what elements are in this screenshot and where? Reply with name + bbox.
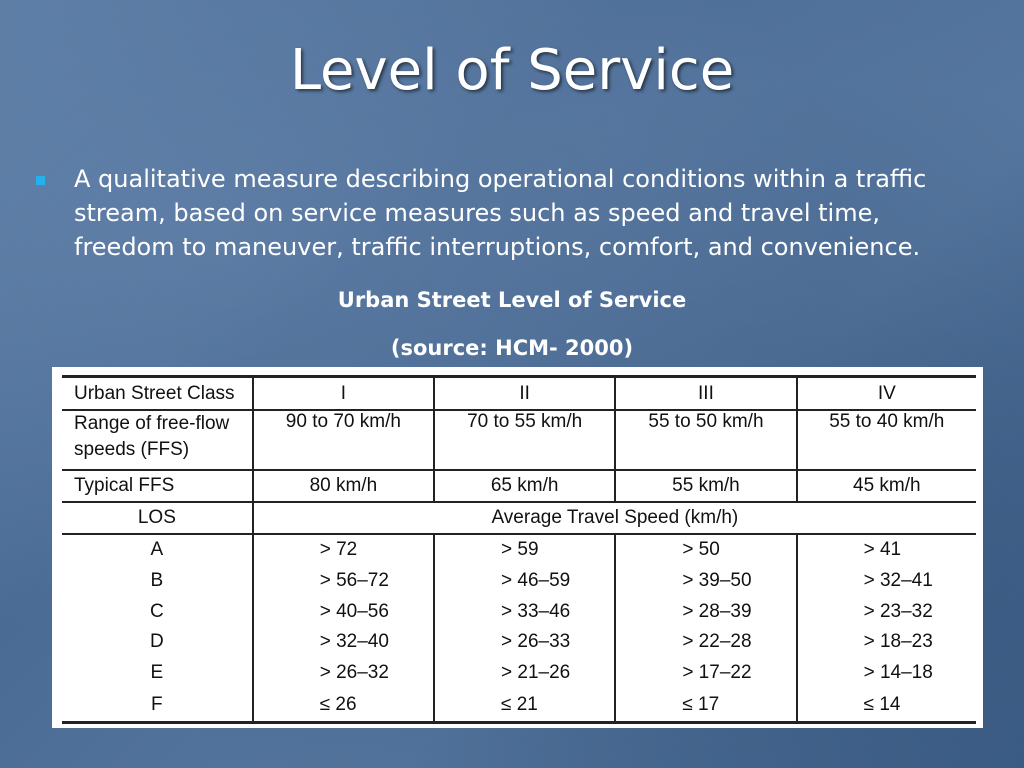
ffs-range-cell: 90 to 70 km/h — [253, 410, 434, 470]
los-header-row — [62, 502, 976, 534]
table-header-row — [62, 377, 976, 411]
typical-ffs-row — [62, 470, 976, 502]
los-grade-cell: A — [62, 534, 253, 566]
bullet-text: A qualitative measure describing operational conditions within a traffic stream, based on service measures such as speed and travel time, freedom to maneuver, traffic interruptions, comfort, and convenience. — [74, 165, 927, 261]
speed-cell: > 23–32 — [863, 600, 933, 622]
speed-cell: ≤ 17 — [615, 688, 796, 723]
class-label-cell: Urban Street Class — [62, 377, 253, 411]
table-row — [62, 596, 976, 627]
speed-cell: ≤ 26 — [253, 688, 434, 723]
class-header-cell: I — [253, 377, 434, 411]
typical-ffs-label: Typical FFS — [62, 470, 253, 502]
ffs-range-cell: 55 to 50 km/h — [615, 410, 796, 470]
speed-cell: > 72 — [253, 534, 434, 566]
speed-cell: > 41 — [863, 539, 902, 561]
speed-cell: > 32–40 — [253, 627, 434, 658]
speed-cell: > 26–32 — [253, 658, 434, 689]
table-row — [62, 627, 976, 658]
speed-cell: > 18–23 — [863, 631, 933, 653]
ffs-range-cell: 70 to 55 km/h — [434, 410, 615, 470]
class-header-cell: III — [615, 377, 796, 411]
speed-cell: > 59 — [434, 534, 615, 566]
typical-ffs-cell: 55 km/h — [615, 470, 796, 502]
los-grade-cell: B — [62, 566, 253, 597]
table-row — [62, 658, 976, 689]
speed-cell: > 21–26 — [434, 658, 615, 689]
los-table-image — [52, 367, 983, 728]
speed-cell: > 26–33 — [434, 627, 615, 658]
ffs-label-line: speeds (FFS) — [74, 439, 190, 460]
table-row — [62, 534, 976, 566]
table-row — [62, 688, 976, 723]
class-header-cell: II — [434, 377, 615, 411]
speed-cell: > 32–41 — [863, 570, 933, 592]
square-bullet-icon — [36, 176, 45, 185]
speed-cell: > 14–18 — [863, 662, 933, 684]
table-heading: Urban Street Level of Service — [337, 288, 687, 312]
speed-cell: > 28–39 — [615, 596, 796, 627]
table-row — [62, 566, 976, 597]
speed-cell: > 33–46 — [434, 596, 615, 627]
los-table — [62, 375, 976, 724]
speed-cell: ≤ 14 — [797, 688, 976, 723]
ffs-range-cell: 55 to 40 km/h — [797, 410, 976, 470]
los-grade-cell: D — [62, 627, 253, 658]
typical-ffs-cell: 45 km/h — [797, 470, 976, 502]
speed-cell: > 17–22 — [615, 658, 796, 689]
los-grade-cell: E — [62, 658, 253, 689]
speed-cell: > 46–59 — [434, 566, 615, 597]
table-source: (source: HCM- 2000) — [390, 336, 634, 360]
class-header-cell: IV — [797, 377, 976, 411]
speed-cell: > 40–56 — [253, 596, 434, 627]
ffs-range-row — [62, 410, 976, 470]
slide-title: Level of Service — [289, 38, 735, 103]
avg-speed-label-cell: Average Travel Speed (km/h) — [253, 502, 976, 534]
typical-ffs-cell: 65 km/h — [434, 470, 615, 502]
speed-cell: > 50 — [615, 534, 796, 566]
speed-cell: > 22–28 — [615, 627, 796, 658]
speed-cell: > 39–50 — [615, 566, 796, 597]
ffs-label-line: Range of free-flow — [74, 413, 230, 434]
ffs-range-label — [62, 410, 253, 470]
los-label-cell: LOS — [62, 502, 253, 534]
typical-ffs-cell: 80 km/h — [253, 470, 434, 502]
speed-cell: ≤ 21 — [434, 688, 615, 723]
los-grade-cell: C — [62, 596, 253, 627]
speed-cell: > 56–72 — [253, 566, 434, 597]
los-grade-cell: F — [62, 688, 253, 723]
